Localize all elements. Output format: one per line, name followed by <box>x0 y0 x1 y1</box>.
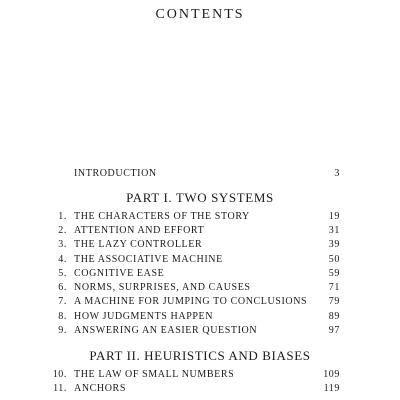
chapter-title: ATTENTION AND EFFORT <box>74 225 205 236</box>
toc-entry-chapter-8[interactable] <box>0 310 340 324</box>
chapter-title: HOW JUDGMENTS HAPPEN <box>74 311 214 322</box>
chapter-page-number: 97 <box>328 325 340 336</box>
chapter-title: NORMS, SURPRISES, AND CAUSES <box>74 282 251 293</box>
entry-label: INTRODUCTION <box>74 168 157 179</box>
chapter-number: 2. <box>58 225 67 236</box>
chapter-number: 6. <box>58 282 67 293</box>
chapter-page-number: 109 <box>323 369 340 380</box>
contents-title: CONTENTS <box>155 7 245 22</box>
chapter-number: 4. <box>58 254 67 265</box>
chapter-title: THE ASSOCIATIVE MACHINE <box>74 254 223 265</box>
chapter-title: THE LAZY CONTROLLER <box>74 239 203 250</box>
chapter-page-number: 71 <box>328 282 340 293</box>
toc-entry-introduction[interactable] <box>74 167 340 181</box>
chapter-title: ANSWERING AN EASIER QUESTION <box>74 325 258 336</box>
chapter-title: COGNITIVE EASE <box>74 268 165 279</box>
chapter-number: 8. <box>58 311 67 322</box>
toc-entry-chapter-7[interactable] <box>0 295 340 309</box>
chapter-page-number: 19 <box>328 211 340 222</box>
chapter-page-number: 39 <box>328 239 340 250</box>
toc-entry-chapter-3[interactable] <box>0 238 340 252</box>
chapter-number: 7. <box>58 296 67 307</box>
chapter-number: 9. <box>58 325 67 336</box>
chapter-page-number: 50 <box>328 254 340 265</box>
chapter-title: THE CHARACTERS OF THE STORY <box>74 211 250 222</box>
chapter-title: A MACHINE FOR JUMPING TO CONCLUSIONS <box>74 296 308 307</box>
toc-entry-chapter-4[interactable] <box>0 253 340 267</box>
chapter-page-number: 31 <box>328 225 340 236</box>
toc-entry-chapter-1[interactable] <box>0 210 340 224</box>
toc-entry-chapter-6[interactable] <box>0 281 340 295</box>
chapter-page-number: 79 <box>328 296 340 307</box>
chapter-number: 5. <box>58 268 67 279</box>
chapter-title: ANCHORS <box>74 383 126 394</box>
part-heading-1: PART I. TWO SYSTEMS <box>126 190 274 205</box>
chapter-number: 11. <box>53 383 67 394</box>
chapter-title: THE LAW OF SMALL NUMBERS <box>74 369 235 380</box>
entry-page-number: 3 <box>334 168 340 179</box>
chapter-number: 10. <box>52 369 67 380</box>
chapter-page-number: 59 <box>328 268 340 279</box>
toc-entry-chapter-11[interactable] <box>0 382 340 396</box>
toc-entry-chapter-9[interactable] <box>0 324 340 338</box>
chapter-number: 1. <box>58 211 67 222</box>
chapter-page-number: 89 <box>328 311 340 322</box>
part-heading-2: PART II. HEURISTICS AND BIASES <box>89 348 311 363</box>
toc-entry-chapter-10[interactable] <box>0 368 340 382</box>
toc-entry-chapter-2[interactable] <box>0 224 340 238</box>
chapter-number: 3. <box>58 239 67 250</box>
toc-entry-chapter-5[interactable] <box>0 267 340 281</box>
chapter-page-number: 119 <box>323 383 340 394</box>
